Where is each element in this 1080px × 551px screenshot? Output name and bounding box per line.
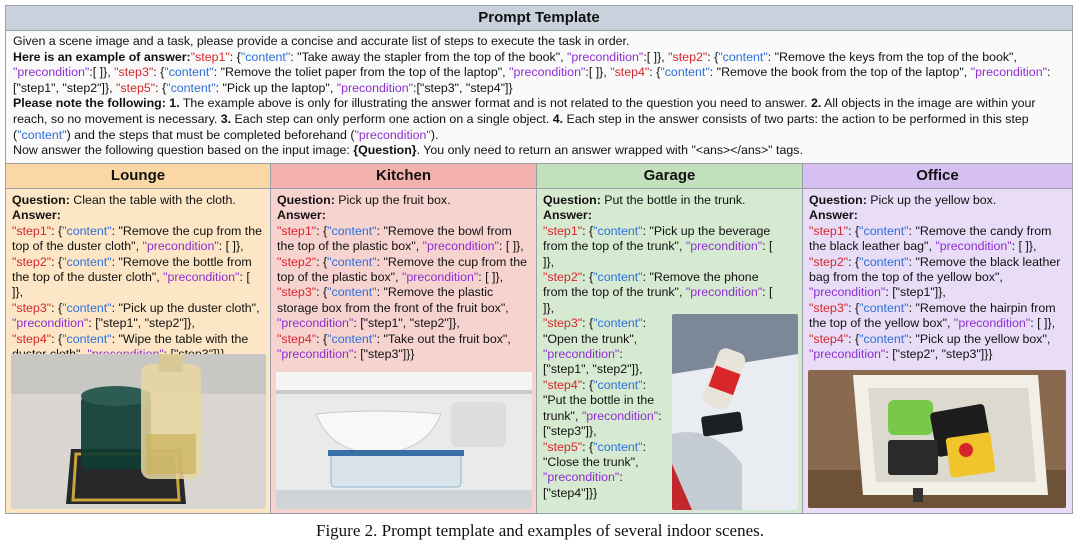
step-content: "Remove the cup from the top of the duster cloth" bbox=[12, 223, 262, 254]
lounge-photo bbox=[11, 354, 266, 509]
step-content: "Pick up the beverage from the top of the trunk" bbox=[543, 223, 771, 254]
precondition-key: "precondition" bbox=[336, 80, 414, 95]
content-key: "content" bbox=[327, 223, 377, 238]
step-precondition: [ ] bbox=[543, 285, 773, 315]
step-content: "Remove the phone from the top of the trunk" bbox=[543, 270, 759, 300]
note-content-word: "content" bbox=[17, 127, 67, 142]
step-precondition: [ ] bbox=[1018, 239, 1029, 254]
step-key: "step3" bbox=[277, 285, 317, 300]
step-key: "step1" bbox=[277, 223, 317, 238]
content-key: "content" bbox=[593, 270, 643, 285]
content-key: "content" bbox=[62, 300, 112, 315]
scene-question bbox=[543, 193, 796, 208]
question-label: Question: bbox=[277, 193, 335, 207]
answer-step: "step2": {"content": "Remove the black leather bag from the top of the yellow box", "precondition": ["step1"]}, bbox=[809, 254, 1061, 300]
note-label: Please note the following: bbox=[13, 96, 166, 111]
step-content: "Open the trunk" bbox=[543, 331, 634, 346]
answer-step: "step2": {"content": "Remove the cup from the top of the plastic box", "precondition": [ ]}, bbox=[277, 254, 527, 285]
answer-step: "step2": {"content": "Remove the phone from the top of the trunk", "precondition": [ ]}, bbox=[543, 270, 773, 315]
example-step-content: "Take away the stapler from the top of the book" bbox=[297, 49, 561, 64]
answer-steps bbox=[809, 224, 1066, 363]
answer-step: "step5": {"content": "Close the trunk", "precondition": ["step4"]}} bbox=[543, 439, 647, 500]
step-key: "step2" bbox=[809, 254, 849, 269]
final-question-token: {Question} bbox=[353, 143, 417, 158]
content-key: "content" bbox=[660, 65, 710, 80]
answer-step: "step1": {"content": "Remove the candy from the black leather bag", "precondition": [ ]}, bbox=[809, 223, 1052, 254]
example-step-precondition: [ ] bbox=[92, 65, 104, 80]
step-key: "step2" bbox=[12, 254, 52, 269]
note-num-2: 2. bbox=[811, 96, 822, 111]
answer-label: Answer: bbox=[809, 208, 858, 223]
office-photo bbox=[808, 370, 1066, 508]
step-key: "step4" bbox=[277, 331, 317, 346]
step-precondition: ["step1", "step2"] bbox=[95, 316, 188, 331]
question-label: Question: bbox=[543, 193, 601, 207]
example-step-precondition: ["step1", "step2"] bbox=[13, 80, 105, 95]
question-text: Pick up the yellow box. bbox=[870, 193, 997, 207]
answer-step: "step4": {"content": "Pick up the yellow box", "precondition": ["step2", "step3"]}} bbox=[809, 331, 1051, 362]
step-content: "Pick up the duster cloth" bbox=[118, 300, 257, 315]
step-content: "Take out the fruit box" bbox=[383, 331, 508, 346]
scene-title: Kitchen bbox=[271, 164, 536, 189]
note-num-3: 3. bbox=[220, 111, 232, 126]
template-final bbox=[13, 143, 1065, 159]
answer-steps bbox=[12, 224, 264, 363]
answer-step: "step3": {"content": "Remove the plastic storage box from the front of the fruit box", "precondition": ["step1", "step2"]}, bbox=[277, 285, 509, 331]
precondition-key: "precondition" bbox=[970, 65, 1047, 80]
scene-answer bbox=[271, 189, 536, 362]
precondition-key: "precondition" bbox=[401, 270, 479, 285]
answer-steps bbox=[277, 224, 530, 363]
step-precondition: ["step3"] bbox=[543, 424, 589, 439]
note-text-4b: ) and the steps that must be completed beforehand ( bbox=[66, 127, 355, 142]
precondition-key: "precondition" bbox=[543, 347, 620, 362]
step-precondition: [ ] bbox=[543, 239, 773, 269]
answer-label: Answer: bbox=[277, 208, 326, 223]
precondition-key: "precondition" bbox=[142, 239, 219, 254]
template-title: Prompt Template bbox=[6, 6, 1072, 31]
example-step-precondition: ["step3", "step4"] bbox=[416, 80, 509, 95]
final-text-a: Now answer the following question based on the input image: bbox=[13, 143, 354, 158]
question-text: Clean the table with the cloth. bbox=[73, 193, 236, 207]
scene-kitchen bbox=[271, 164, 537, 513]
question-text: Put the bottle in the trunk. bbox=[604, 193, 746, 207]
precondition-key: "precondition" bbox=[567, 49, 644, 64]
note-text-4c: ). bbox=[430, 127, 439, 142]
step-precondition: [ ] bbox=[12, 270, 250, 300]
example-step-precondition: [ ] bbox=[646, 49, 658, 64]
content-key: "content" bbox=[62, 223, 112, 238]
template-line1: Given a scene image and a task, please provide a concise and accurate list of steps to execute the task in order. bbox=[13, 34, 630, 48]
example-step-content: "Remove the book from the top of the laptop" bbox=[716, 65, 964, 80]
step-content: "Put the bottle in the trunk" bbox=[543, 393, 655, 423]
answer-step: "step4": {"content": "Wipe the table with the bbox=[12, 332, 264, 363]
step-precondition: [ ] bbox=[1037, 316, 1048, 331]
content-key: "content" bbox=[859, 223, 909, 238]
step-precondition: ["step1"] bbox=[892, 285, 939, 300]
step-key: "step4" bbox=[809, 331, 849, 346]
scene-title: Garage bbox=[537, 164, 802, 189]
step-key: "step2" bbox=[543, 270, 583, 285]
step-key: "step3" bbox=[12, 300, 52, 315]
answer-label: Answer: bbox=[543, 208, 592, 223]
step-key: "step5" bbox=[543, 439, 583, 454]
step-precondition: [ ] bbox=[485, 270, 496, 285]
precondition-key: "precondition" bbox=[685, 285, 763, 300]
precondition-key: "precondition" bbox=[277, 316, 354, 331]
step-precondition: ["step4"] bbox=[543, 485, 589, 500]
scene-columns bbox=[6, 164, 1072, 513]
precondition-key: "precondition" bbox=[13, 65, 90, 80]
content-key: "content" bbox=[164, 65, 214, 80]
template-notes bbox=[13, 96, 1065, 143]
precondition-key: "precondition" bbox=[509, 65, 586, 80]
note-num-4: 4. bbox=[552, 111, 564, 126]
question-label: Question: bbox=[12, 193, 70, 207]
step-precondition: [ ] bbox=[225, 239, 236, 254]
template-text bbox=[6, 31, 1072, 164]
step-precondition: [ ] bbox=[505, 239, 517, 254]
content-key: "content" bbox=[859, 300, 909, 315]
content-key: "content" bbox=[166, 80, 216, 95]
precondition-key: "precondition" bbox=[422, 239, 499, 254]
content-key: "content" bbox=[327, 285, 377, 300]
example-steps: "step1": {"content": "Take away the stapler from the top of the book", "precondition":[ ]}, "step2": {"content": "Remove the keys from the top of the book", "precondition":[ ]}, "step3": {"content": "Remove the toliet paper from the top of the laptop", "precondition":[ ]}, "step4": {"content": "Remove the book from the top of the laptop", "precondition":["step1", "step2"]}, "step5": {"content": "Pick up the laptop", "precondition":["step3", "step4"]} bbox=[13, 49, 1051, 95]
content-key: "content" bbox=[593, 439, 643, 454]
answer-label: Answer: bbox=[12, 208, 61, 223]
scene-question bbox=[277, 193, 530, 208]
scene-office bbox=[803, 164, 1072, 513]
step-content: "Remove the plastic storage box from the front of the fruit box" bbox=[277, 285, 506, 315]
scene-lounge bbox=[6, 164, 271, 513]
answer-step: "step1": {"content": "Remove the cup from the top of the duster cloth", "precondition": [ ]}, bbox=[12, 223, 262, 254]
answer-step: "step4": {"content": "Put the bottle in the trunk", "precondition": ["step3"]}, bbox=[543, 377, 662, 439]
precondition-key: "precondition" bbox=[809, 347, 886, 362]
step-content: "Remove the bottle from the top of the duster cloth" bbox=[12, 254, 252, 285]
content-key: "content" bbox=[593, 316, 643, 331]
question-label: Question: bbox=[809, 193, 867, 207]
example-step-key: "step5" bbox=[116, 80, 156, 95]
content-key: "content" bbox=[62, 331, 112, 346]
answer-step: "step4": {"content": "Take out the fruit box", "precondition": ["step3"]}} bbox=[277, 331, 511, 362]
content-key: "content" bbox=[327, 331, 377, 346]
step-key: "step3" bbox=[543, 316, 583, 331]
precondition-key: "precondition" bbox=[12, 316, 89, 331]
scene-garage bbox=[537, 164, 803, 513]
step-precondition: ["step3"] bbox=[360, 347, 407, 362]
note-text-1: The example above is only for illustrating the answer format and is not related to the question you need to answer. bbox=[179, 96, 812, 111]
final-text-b: . You only need to return an answer wrapped with "<ans></ans>" tags. bbox=[416, 143, 803, 158]
example-step-precondition: [ ] bbox=[588, 65, 600, 80]
scene-question bbox=[809, 193, 1066, 208]
step-content: "Remove the bowl from the top of the plastic box" bbox=[277, 223, 512, 254]
step-key: "step3" bbox=[809, 300, 849, 315]
precondition-key: "precondition" bbox=[543, 470, 620, 485]
step-content: "Remove the hairpin from the top of the yellow box" bbox=[809, 300, 1056, 331]
scene-title: Office bbox=[803, 164, 1072, 189]
step-content: "Close the trunk" bbox=[543, 454, 636, 469]
step-content: "Remove the candy from the black leather bag" bbox=[809, 223, 1052, 254]
content-key: "content" bbox=[593, 223, 643, 238]
precondition-key: "precondition" bbox=[809, 285, 886, 300]
step-key: "step2" bbox=[277, 254, 317, 269]
step-key: "step1" bbox=[12, 223, 52, 238]
scene-answer bbox=[803, 189, 1072, 362]
example-step-content: "Pick up the laptop" bbox=[222, 80, 330, 95]
example-label: Here is an example of answer: bbox=[13, 49, 191, 64]
example-step-key: "step1" bbox=[190, 49, 230, 64]
scene-answer bbox=[6, 189, 270, 362]
example-step-content: "Remove the toliet paper from the top of the laptop" bbox=[220, 65, 503, 80]
step-key: "step1" bbox=[543, 223, 583, 238]
garage-photo bbox=[672, 314, 798, 510]
scene-question bbox=[12, 193, 264, 208]
content-key: "content" bbox=[240, 49, 291, 64]
step-content: "Pick up the yellow box" bbox=[915, 331, 1047, 346]
answer-step: "step1": {"content": "Remove the bowl from the top of the plastic box", "precondition": [ ]}, bbox=[277, 223, 524, 254]
answer-step: "step1": {"content": "Pick up the beverage from the top of the trunk", "precondition": [ ]}, bbox=[543, 223, 773, 269]
step-precondition: ["step2", "step3"] bbox=[892, 347, 985, 362]
content-key: "content" bbox=[718, 49, 768, 64]
note-num-1: 1. bbox=[169, 96, 180, 111]
figure-caption: Figure 2. Prompt template and examples of several indoor scenes. bbox=[315, 521, 765, 540]
note-text-2: All objects in the image are within your reach, so no movement is necessary. bbox=[13, 96, 1036, 126]
answer-step: "step2": {"content": "Remove the bottle from the top of the duster cloth", "precondition": [ ]}, bbox=[12, 254, 252, 300]
example-step-content: "Remove the keys from the top of the book" bbox=[774, 49, 1014, 64]
step-precondition: ["step1", "step2"] bbox=[360, 316, 453, 331]
answer-step: "step3": {"content": "Pick up the duster cloth", "precondition": ["step1", "step2"]}, bbox=[12, 300, 260, 331]
step-key: "step4" bbox=[543, 377, 583, 392]
step-key: "step4" bbox=[12, 331, 52, 346]
figure-frame bbox=[5, 5, 1073, 514]
step-content: "Remove the cup from the top of the plastic box" bbox=[277, 254, 527, 285]
answer-step: "step3": {"content": "Open the trunk", "precondition": ["step1", "step2"]}, bbox=[543, 316, 647, 377]
step-precondition: ["step1", "step2"] bbox=[543, 362, 635, 377]
step-key: "step1" bbox=[809, 223, 849, 238]
content-key: "content" bbox=[62, 254, 112, 269]
precondition-key: "precondition" bbox=[953, 316, 1031, 331]
example-step-key: "step4" bbox=[610, 65, 650, 80]
step-content: "Wipe the table with the bbox=[118, 331, 249, 346]
content-key: "content" bbox=[593, 377, 643, 392]
example-step-key: "step3" bbox=[114, 65, 154, 80]
content-key: "content" bbox=[859, 254, 909, 269]
precondition-key: "precondition" bbox=[935, 239, 1012, 254]
note-text-4a: Each step in the answer consists of two parts: the action to be performed in this step ( bbox=[13, 111, 1029, 142]
kitchen-photo bbox=[276, 372, 532, 509]
content-key: "content" bbox=[327, 254, 377, 269]
note-text-3: Each step can only perform one action on a single object. bbox=[231, 111, 553, 126]
precondition-key: "precondition" bbox=[163, 270, 240, 285]
note-precondition-word: "precondition" bbox=[354, 127, 431, 142]
precondition-key: "precondition" bbox=[685, 239, 763, 254]
content-key: "content" bbox=[859, 331, 909, 346]
template-example bbox=[13, 50, 1065, 97]
step-content: "Remove the black leather bag from the top of the yellow box" bbox=[809, 254, 1061, 285]
example-step-key: "step2" bbox=[668, 49, 708, 64]
scene-title: Lounge bbox=[6, 164, 270, 189]
precondition-key: "precondition" bbox=[581, 408, 659, 423]
precondition-key: "precondition" bbox=[277, 347, 354, 362]
question-text: Pick up the fruit box. bbox=[338, 193, 451, 207]
answer-step: "step3": {"content": "Remove the hairpin from the top of the yellow box", "precondition": [ ]}, bbox=[809, 300, 1056, 331]
